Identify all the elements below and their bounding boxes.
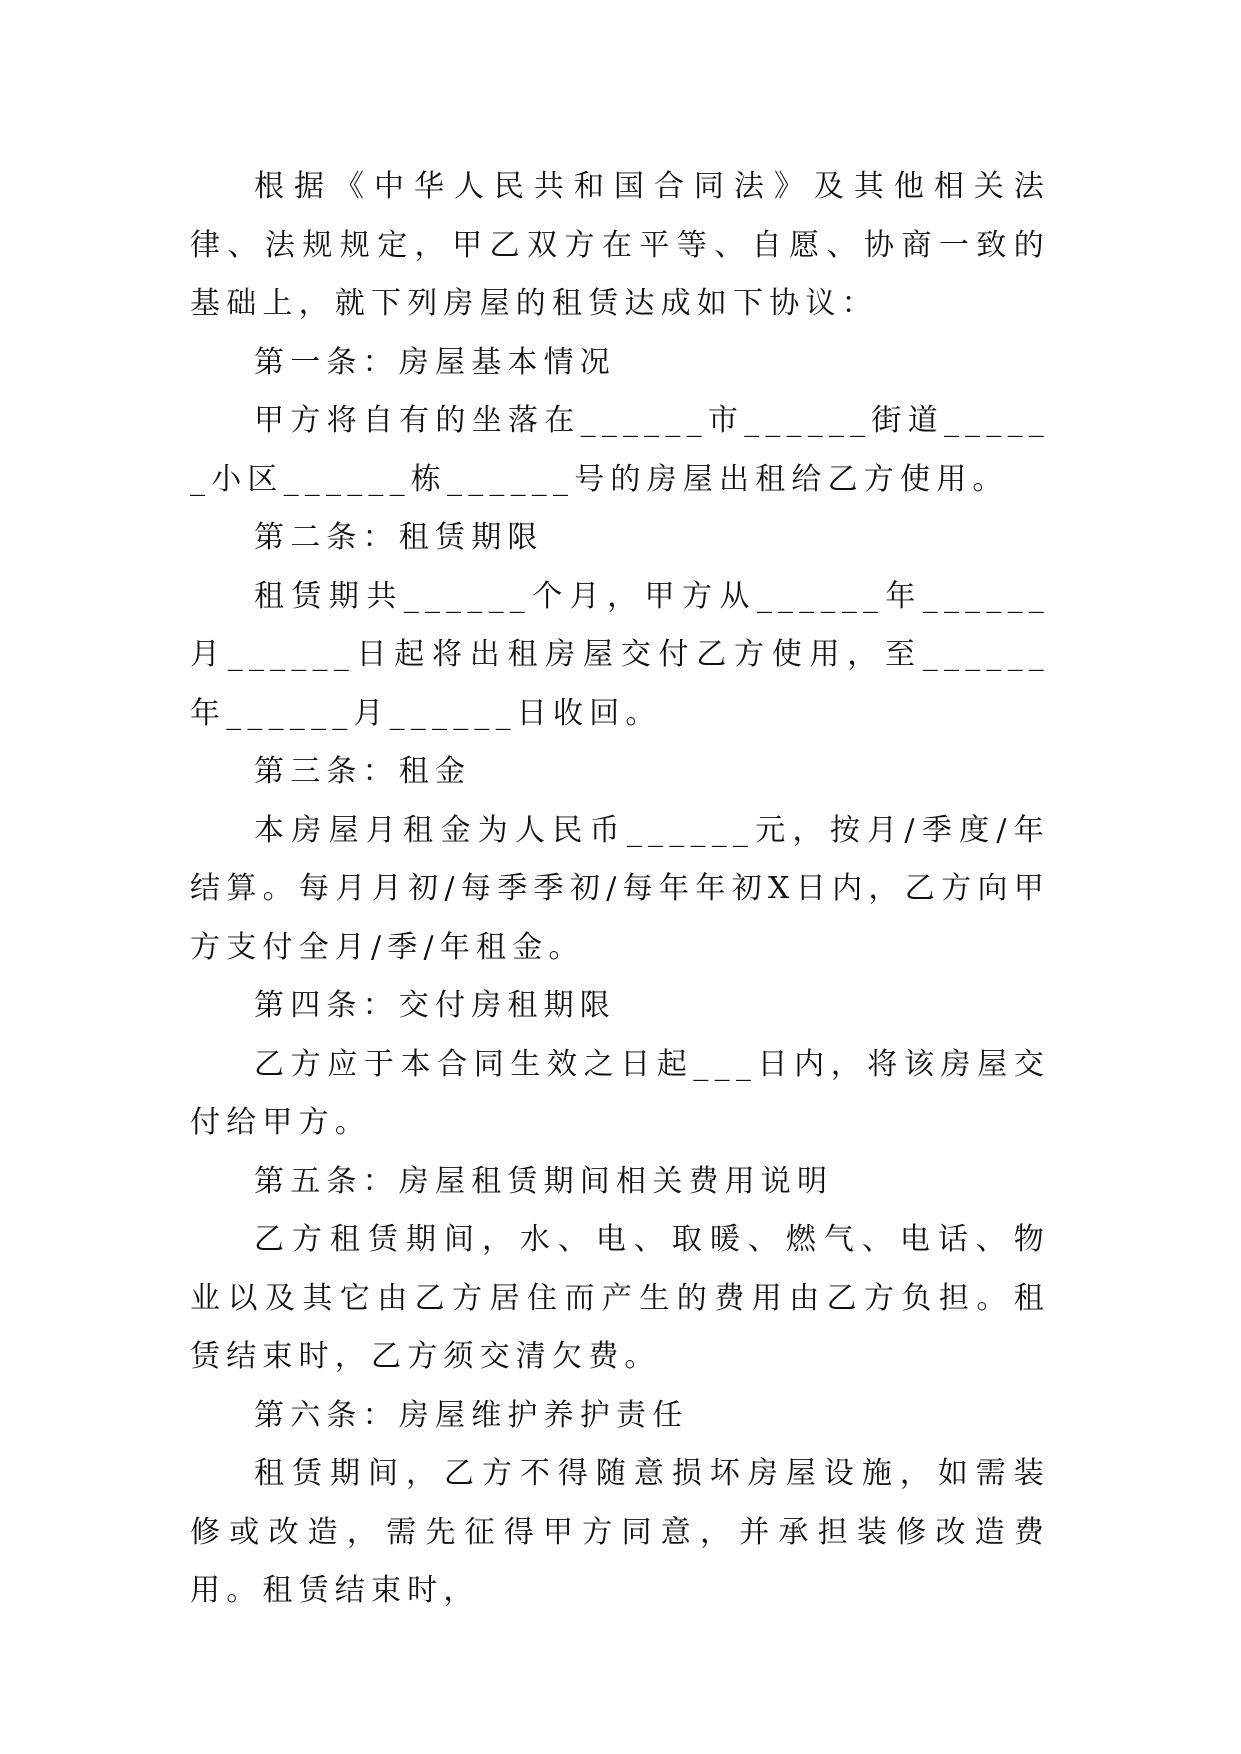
preamble-paragraph: 根据《中华人民共和国合同法》及其他相关法律、法规规定，甲乙双方在平等、自愿、协商一致的基础上，就下列房屋的租赁达成如下协议： — [190, 169, 1050, 321]
article-4-heading: 第四条：交付房租期限 — [254, 988, 616, 1023]
article-6-paragraph: 租赁期间，乙方不得随意损坏房屋设施，如需装修或改造，需先征得甲方同意，并承担装修改造费用。租赁结束时， — [190, 1456, 1050, 1608]
article-1-heading: 第一条：房屋基本情况 — [254, 344, 616, 380]
article-6-heading: 第六条：房屋维护养护责任 — [254, 1397, 689, 1433]
article-4-paragraph: 乙方应于本合同生效之日起___日内，将该房屋交付给甲方。 — [190, 1046, 1050, 1140]
article-5-heading: 第五条：房屋租赁期间相关费用说明 — [254, 1163, 834, 1199]
article-2-heading: 第二条：租赁期限 — [254, 520, 544, 555]
document-body — [190, 158, 1050, 1621]
article-5-paragraph: 乙方租赁期间，水、电、取暖、燃气、电话、物业以及其它由乙方居住而产生的费用由乙方负担。租赁结束时，乙方须交清欠费。 — [190, 1222, 1050, 1374]
article-3-paragraph: 本房屋月租金为人民币______元，按月/季度/年结算。每月月初/每季季初/每年年初X日内，乙方向甲方支付全月/季/年租金。 — [190, 812, 1050, 965]
article-1-paragraph: 甲方将自有的坐落在______市______街道______小区______栋______号的房屋出租给乙方使用。 — [190, 403, 1050, 497]
article-3-heading: 第三条：租金 — [254, 754, 472, 789]
article-2-paragraph: 租赁期共______个月，甲方从______年______月______日起将出租房屋交付乙方使用，至______年______月______日收回。 — [190, 578, 1050, 731]
